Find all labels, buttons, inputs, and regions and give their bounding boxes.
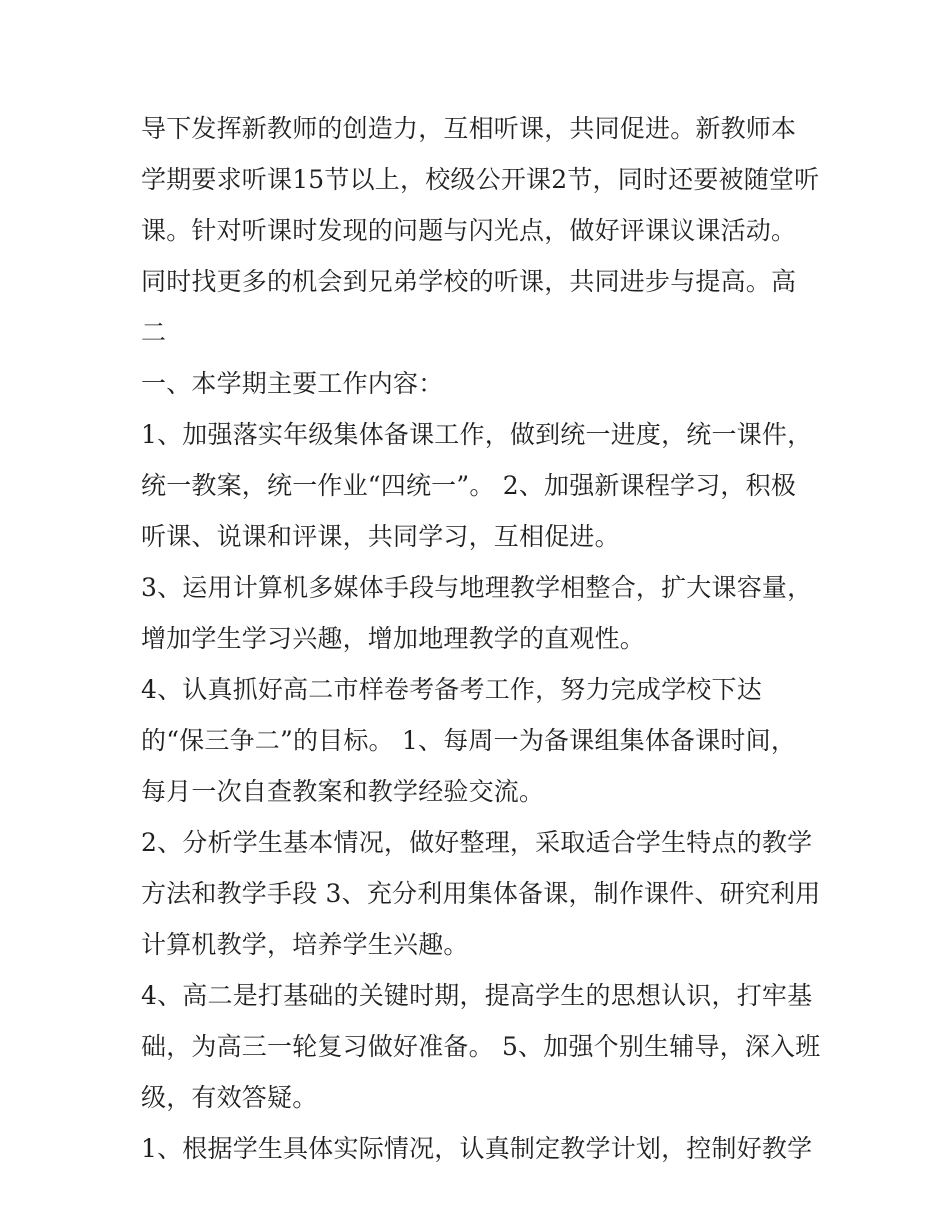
document-body: [141, 103, 821, 1174]
paragraph: 导下发挥新教师的创造力，互相听课，共同促进。新教师本学期要求听课15节以上，校级公开课2节，同时还要被随堂听课。针对听课时发现的问题与闪光点，做好评课议课活动。同时找更多的机会到兄弟学校的听课，共同进步与提高。高二: [141, 114, 820, 347]
paragraph: 1、根据学生具体实际情况，认真制定教学计划，控制好教学: [141, 1134, 813, 1163]
paragraph: 4、高二是打基础的关键时期，提高学生的思想认识，打牢基础，为高三一轮复习做好准备。 5、加强个别生辅导，深入班级，有效答疑。: [141, 981, 821, 1112]
paragraph: 4、认真抓好高二市样卷考备考工作，努力完成学校下达的“保三争二”的目标。 1、每周一为备课组集体备课时间，每月一次自查教案和教学经验交流。: [141, 675, 797, 806]
paragraph: 2、分析学生基本情况，做好整理，采取适合学生特点的教学方法和教学手段 3、充分利用集体备课，制作课件、研究利用计算机教学，培养学生兴趣。: [141, 828, 821, 959]
paragraph: 3、运用计算机多媒体手段与地理教学相整合，扩大课容量，增加学生学习兴趣，增加地理教学的直观性。: [141, 573, 813, 653]
paragraph: 1、加强落实年级集体备课工作，做到统一进度，统一课件，统一教案，统一作业“四统一”。 2、加强新课程学习，积极听课、说课和评课，共同学习，互相促进。: [141, 420, 813, 551]
section-heading: 一、本学期主要工作内容：: [141, 369, 444, 398]
